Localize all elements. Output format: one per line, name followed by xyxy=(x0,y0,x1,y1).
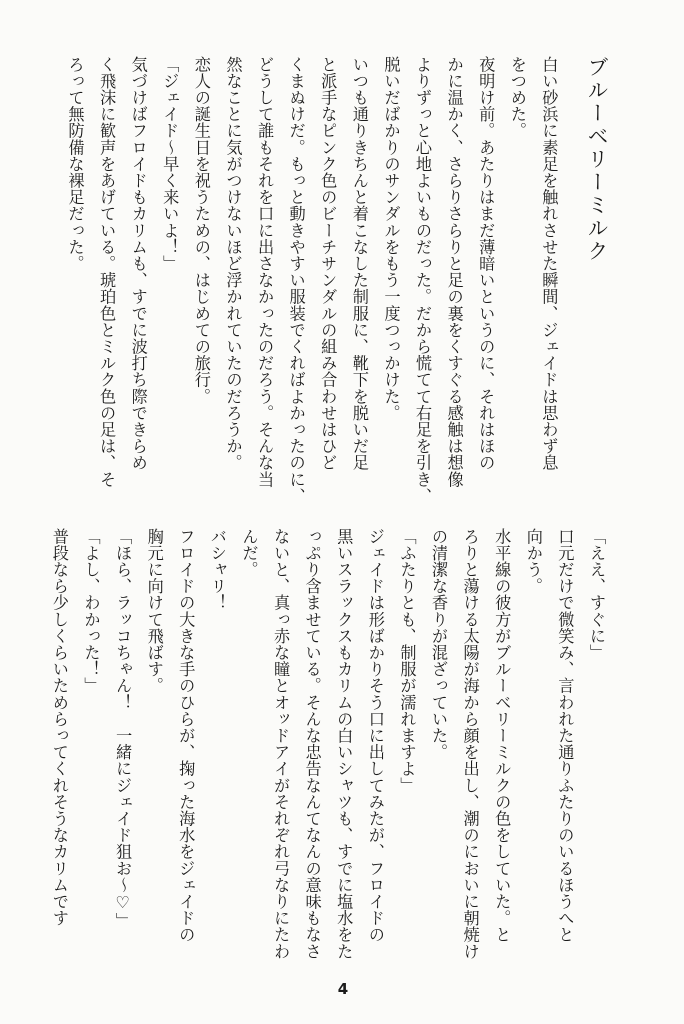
text-line: よりずっと心地よいものだった。だから慌てて右足を引き、 xyxy=(413,56,433,505)
text-line: くまぬけだ。もっと動きやすい服装でくればよかったのに、 xyxy=(286,56,306,505)
text-line: と派手なピンク色のビーチサンダルの組み合わせはひど xyxy=(318,56,338,471)
text-line: っぷり含ませている。そんな忠告なんてなんの意味もなさ xyxy=(302,528,322,960)
text-line: 恋人の誕生日を祝うための、はじめての旅行。 xyxy=(191,56,211,405)
text-line: 白い砂浜に素足を触れさせた瞬間、ジェイドは思わず息 xyxy=(539,56,559,471)
text-line: ジェイドは形ばかりそう口に出してみたが、フロイドの xyxy=(365,528,385,943)
text-line: かに温かく、さらりさらりと足の裏をくすぐる感触は想像 xyxy=(444,56,464,488)
text-line: 然なことに気がつけないほど浮かれていたのだろうか。 xyxy=(223,56,243,471)
text-line: ろりと蕩ける太陽が海から顔を出し、潮のにおいに朝焼け xyxy=(460,528,480,960)
text-line: ろって無防備な裸足だった。 xyxy=(65,56,85,272)
text-line: いつも通りきちんと着こなした制服に、靴下を脱いだ足 xyxy=(349,56,369,471)
text-line: 普段なら少しくらいためらってくれそうなカリムです xyxy=(49,528,69,927)
text-line: 「よし、わかった！」 xyxy=(81,528,101,694)
text-line: ないと、真っ赤な瞳とオッドアイがそれぞれ弓なりにたわ xyxy=(271,528,291,960)
text-line: 「ええ、すぐに」 xyxy=(587,528,606,661)
upper-text-block xyxy=(59,56,612,506)
text-line: 向かう。 xyxy=(523,528,543,595)
text-line: 夜明け前。あたりはまだ薄暗いというのに、それはほの xyxy=(476,56,496,471)
text-line: 胸元に向けて飛ばす。 xyxy=(144,528,164,694)
text-line: く飛沫に歓声をあげている。琥珀色とミルク色の足は、そ xyxy=(97,56,117,488)
text-line: バシャリ！ xyxy=(207,528,227,611)
text-line: 「ふたりとも、制服が濡れますよ」 xyxy=(397,528,417,794)
text-line: んだ。 xyxy=(239,528,259,578)
chapter-title: ブルーベリーミルク xyxy=(585,56,609,263)
text-line: 水平線の彼方がブルーベリーミルクの色をしていた。と xyxy=(492,528,512,943)
text-line: どうして誰もそれを口に出さなかったのだろう。そんな当 xyxy=(255,56,275,488)
text-line: をつめた。 xyxy=(507,56,527,139)
text-line: フロイドの大きな手のひらが、掬った海水をジェイドの xyxy=(176,528,196,943)
text-line: の清潔な香りが混ざっていた。 xyxy=(429,528,449,761)
text-line: 「ジェイド〜早く来いよ！」 xyxy=(160,56,180,272)
text-line: 黒いスラックスもカリムの白いシャツも、すでに塩水をた xyxy=(334,528,354,960)
text-line: 脱いだばかりのサンダルをもう一度つっかけた。 xyxy=(381,56,401,422)
text-line: 口元だけで微笑み、言われた通りふたりのいるほうへと xyxy=(555,528,575,943)
text-line: 気づけばフロイドもカリムも、すでに波打ち際できらめ xyxy=(128,56,148,471)
text-line: 「ほら、ラッコちゃん！ 一緒にジェイド狙お〜♡」 xyxy=(113,528,133,930)
lower-text-block xyxy=(43,528,612,958)
page-number: 4 xyxy=(337,980,349,998)
